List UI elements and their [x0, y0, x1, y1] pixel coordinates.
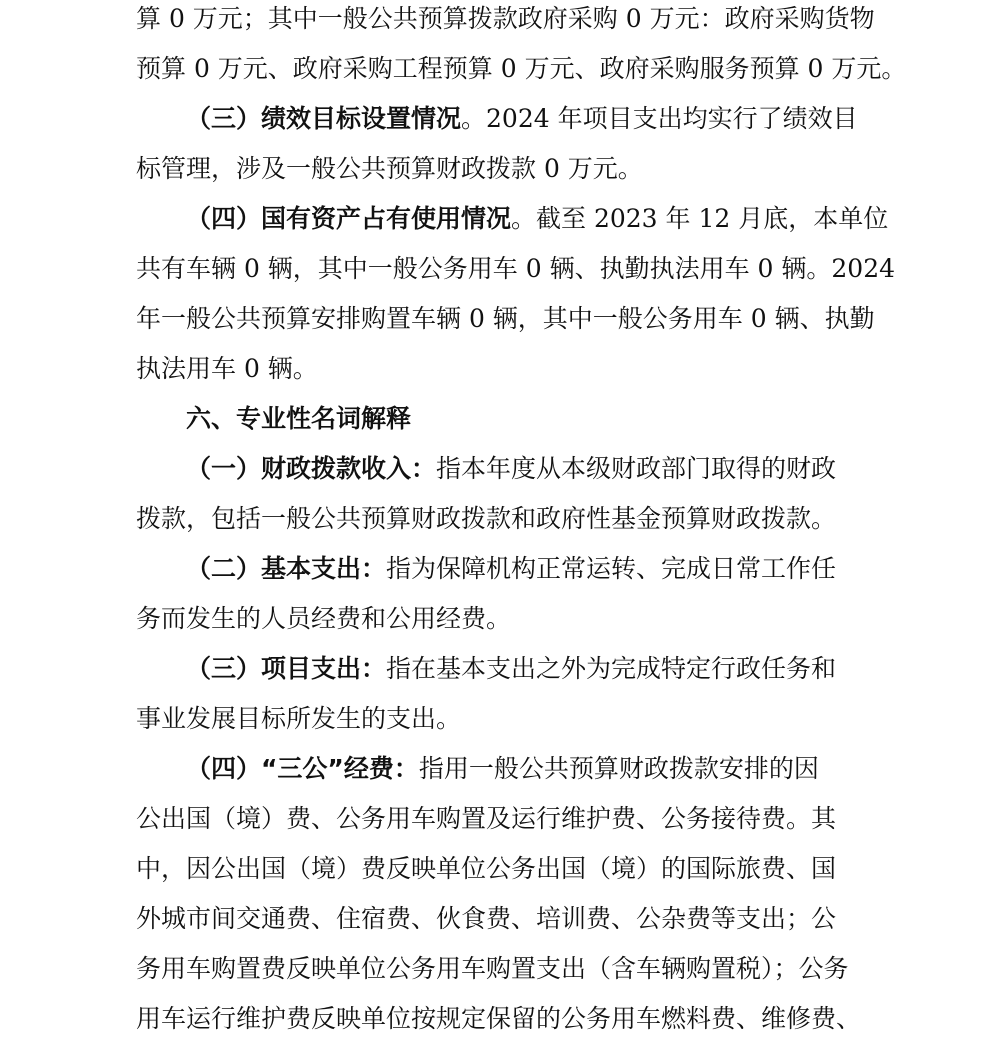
paragraph-line: 务而发生的人员经费和公用经费。: [136, 604, 512, 633]
paragraph-label: （三）绩效目标设置情况: [186, 104, 462, 133]
paragraph-line: 公出国（境）费、公务用车购置及运行维护费、公务接待费。其: [136, 804, 837, 833]
paragraph-line: 事业发展目标所发生的支出。: [136, 704, 462, 733]
paragraph-text: 。截至 2023 年 12 月底，本单位: [511, 204, 889, 233]
paragraph-text: 指为保障机构正常运转、完成日常工作任: [386, 554, 837, 583]
paragraph-first-line: [186, 752, 819, 786]
paragraph-first-line: [186, 102, 858, 136]
paragraph-line: 中，因公出国（境）费反映单位公务出国（境）的国际旅费、国: [136, 854, 837, 883]
paragraph-line: 拨款，包括一般公共预算财政拨款和政府性基金预算财政拨款。: [136, 504, 837, 533]
paragraph-line: 执法用车 0 辆。: [136, 354, 318, 383]
paragraph-first-line: [186, 202, 888, 236]
paragraph-label: （四）国有资产占有使用情况: [186, 204, 512, 233]
paragraph-text: 指在基本支出之外为完成特定行政任务和: [386, 654, 837, 683]
paragraph-line: 外城市间交通费、住宿费、伙食费、培训费、公杂费等支出；公: [136, 904, 837, 933]
paragraph-first-line: [186, 552, 836, 586]
paragraph-first-line: [186, 652, 836, 686]
paragraph-line: 用车运行维护费反映单位按规定保留的公务用车燃料费、维修费、: [136, 1004, 862, 1033]
paragraph-line: 年一般公共预算安排购置车辆 0 辆，其中一般公务用车 0 辆、执勤: [136, 304, 875, 333]
paragraph-line: 算 0 万元；其中一般公共预算拨款政府采购 0 万元：政府采购货物: [136, 4, 875, 33]
paragraph-line: 预算 0 万元、政府采购工程预算 0 万元、政府采购服务预算 0 万元。: [136, 54, 907, 83]
paragraph-text: 。2024 年项目支出均实行了绩效目: [461, 104, 858, 133]
paragraph-label: （四）“三公”经费：: [186, 754, 419, 783]
paragraph-text: 指本年度从本级财政部门取得的财政: [436, 454, 837, 483]
paragraph-text: 指用一般公共预算财政拨款安排的因: [418, 754, 819, 783]
paragraph-line: 务用车购置费反映单位公务用车购置支出（含车辆购置税）；公务: [136, 954, 849, 983]
paragraph-label: （三）项目支出：: [186, 654, 387, 683]
paragraph-line: 共有车辆 0 辆，其中一般公务用车 0 辆、执勤执法用车 0 辆。2024: [136, 254, 896, 283]
paragraph-label: （一）财政拨款收入：: [186, 454, 437, 483]
paragraph-line: 标管理，涉及一般公共预算财政拨款 0 万元。: [136, 154, 643, 183]
section-heading: 六、专业性名词解释: [186, 404, 412, 433]
paragraph-first-line: [186, 452, 836, 486]
paragraph-label: （二）基本支出：: [186, 554, 387, 583]
